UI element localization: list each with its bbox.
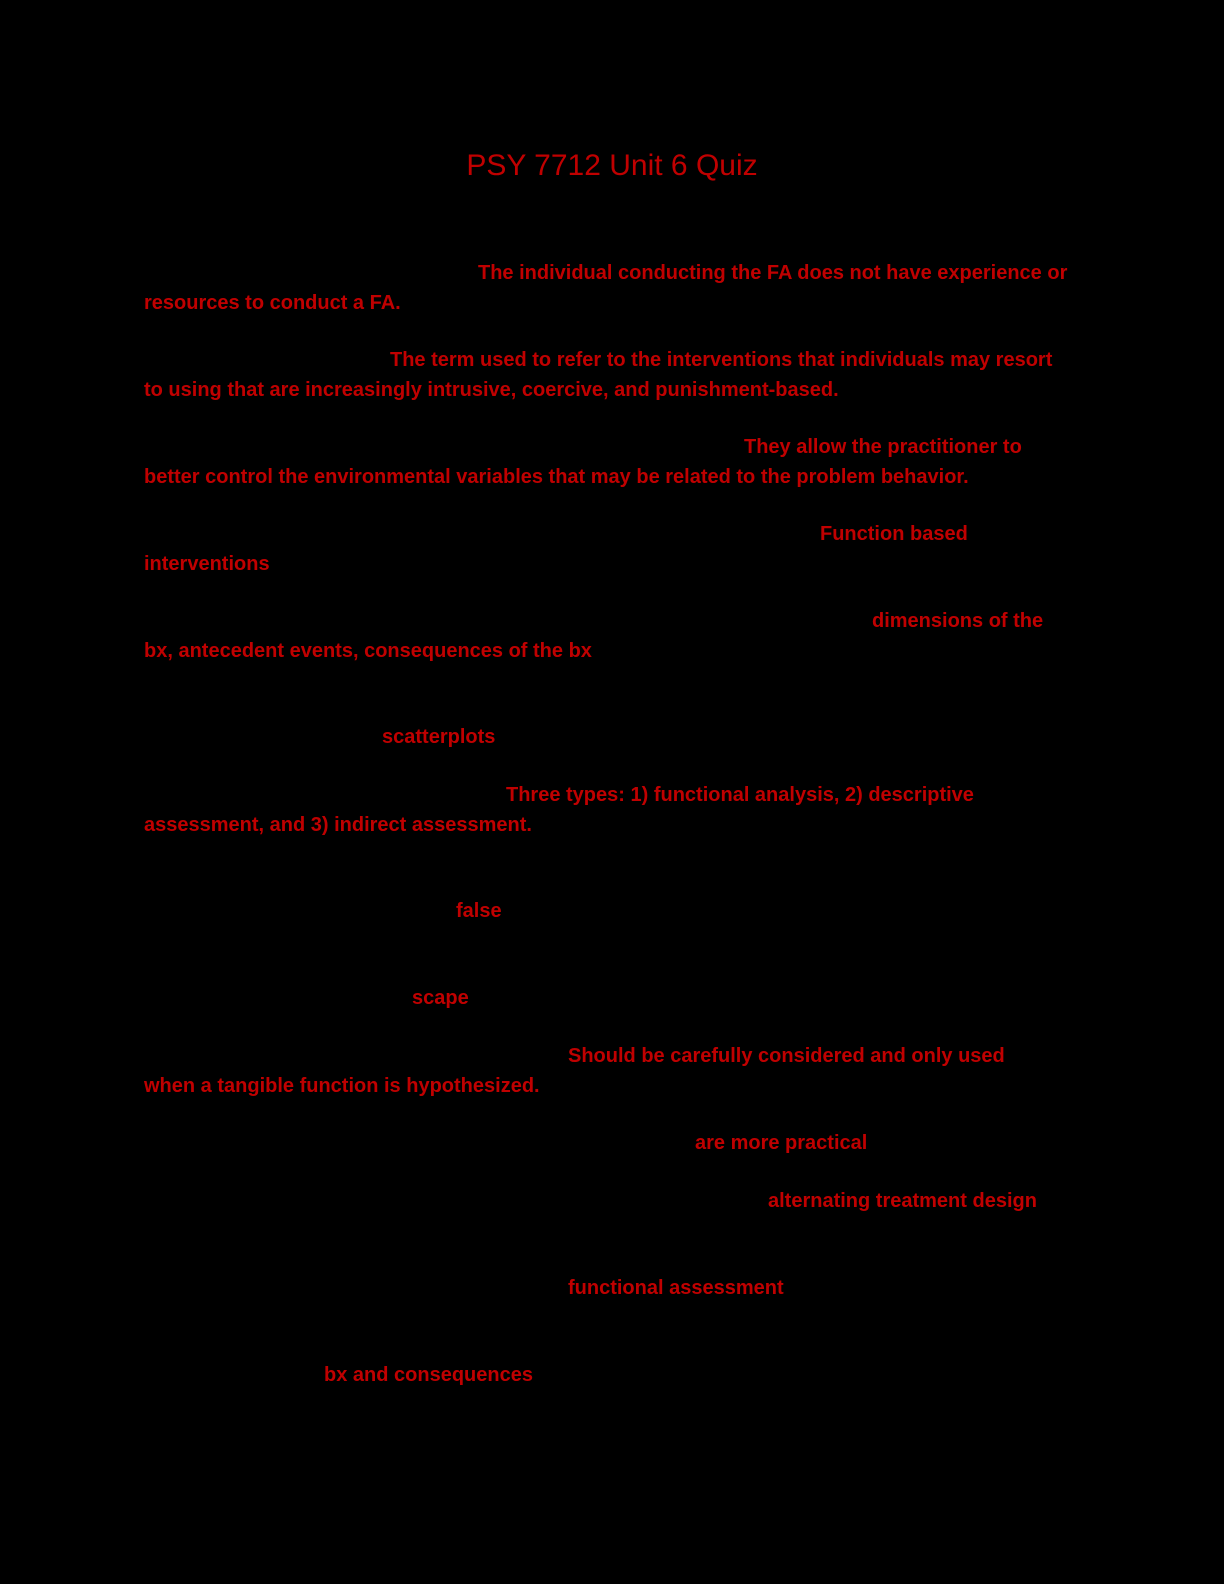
page-title: PSY 7712 Unit 6 Quiz: [466, 149, 758, 182]
answer-7: Three types: 1) functional analysis, 2) descriptive assessment, and 3) indirect assessment.: [144, 784, 974, 836]
answer-12: alternating treatment design: [768, 1190, 1037, 1212]
answer-8: false: [456, 900, 502, 922]
answer-5: dimensions of the bx, antecedent events, consequences of the bx: [144, 610, 1044, 662]
answer-10: Should be carefully considered and only used when a tangible function is hypothesized.: [144, 1045, 1005, 1097]
answer-2: The term used to refer to the interventions that individuals may resort to using that are increasingly intrusive, coercive, and punishment-based.: [144, 349, 1053, 401]
answer-9: scape: [412, 987, 469, 1009]
answer-1: The individual conducting the FA does not have experience or resources to conduct a FA.: [144, 262, 1068, 314]
answer-6: scatterplots: [382, 726, 496, 748]
answer-14: bx and consequences: [324, 1364, 533, 1386]
answer-11: are more practical: [695, 1132, 868, 1154]
answer-3: They allow the practitioner to better control the environmental variables that may be related to the problem behavior.: [144, 436, 1022, 488]
answer-4: Function based interventions: [144, 523, 968, 575]
answer-13: functional assessment: [568, 1277, 784, 1299]
